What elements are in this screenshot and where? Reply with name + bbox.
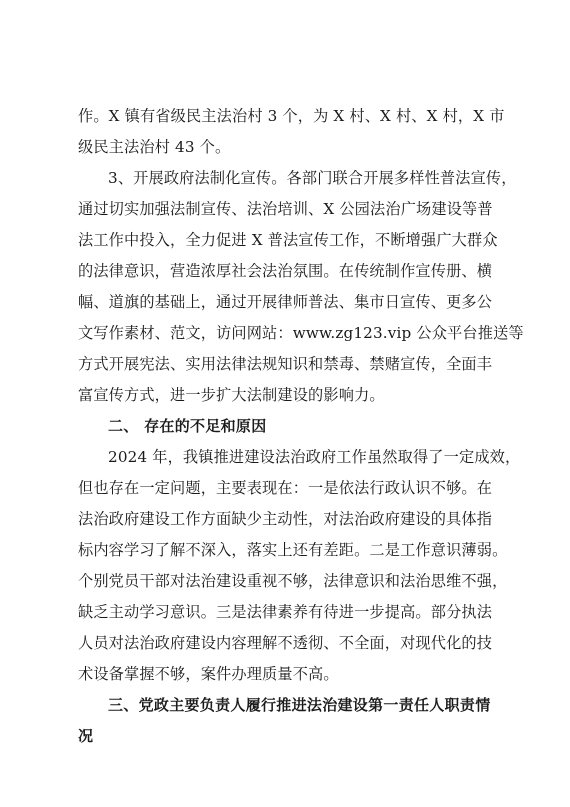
body-text-line: 通过切实加强法制宣传、法治培训、X 公园法治广场建设等普 — [78, 200, 493, 218]
body-text-line: 富宣传方式，进一步扩大法制建设的影响力。 — [78, 386, 385, 404]
section-heading-line: 二、 存在的不足和原因 — [108, 417, 267, 435]
body-text-line: 的法律意识，营造浓厚社会法治氛围。在传统制作宣传册、横 — [78, 262, 493, 280]
body-text-line: 作。X 镇有省级民主法治村 3 个，为 X 村、X 村、X 村，X 市 — [78, 107, 505, 125]
body-text-line: 但也存在一定问题，主要表现在：一是依法行政认识不够。在 — [78, 479, 493, 497]
body-text-line: 法工作中投入，全力促进 X 普法宣传工作，不断增强广大群众 — [78, 231, 498, 249]
section-heading-line: 三、党政主要负责人履行推进法治建设第一责任人职责情 — [108, 696, 491, 714]
body-text-line: 缺乏主动学习意识。三是法律素养有待进一步提高。部分执法 — [78, 603, 493, 621]
body-text-line: 人员对法治政府建设内容理解不透彻、不全面，对现代化的技 — [78, 634, 493, 652]
body-text-line: 个别党员干部对法治建设重视不够，法律意识和法治思维不强， — [78, 572, 508, 590]
body-text-line: 术设备掌握不够，案件办理质量不高。 — [78, 665, 339, 683]
body-text-line: 级民主法治村 43 个。 — [78, 138, 231, 156]
section-heading-line: 况 — [78, 727, 94, 745]
body-text-line: 法治政府建设工作方面缺少主动性，对法治政府建设的具体指 — [78, 510, 493, 528]
body-text-line: 2024 年，我镇推进建设法治政府工作虽然取得了一定成效， — [108, 448, 521, 466]
body-text-line: 方式开展宪法、实用法律法规知识和禁毒、禁赌宣传，全面丰 — [78, 355, 493, 373]
body-text-line: 3、开展政府法制化宣传。各部门联合开展多样性普法宣传， — [108, 169, 517, 187]
body-text-line: 标内容学习了解不深入，落实上还有差距。二是工作意识薄弱。 — [78, 541, 508, 559]
document-body — [78, 101, 524, 752]
body-text-line: 幅、道旗的基础上，通过开展律师普法、集市日宣传、更多公 — [78, 293, 493, 311]
body-text-line: 文写作素材、范文，访问网站：www.zg123.vip 公众平台推送等 — [78, 324, 524, 342]
